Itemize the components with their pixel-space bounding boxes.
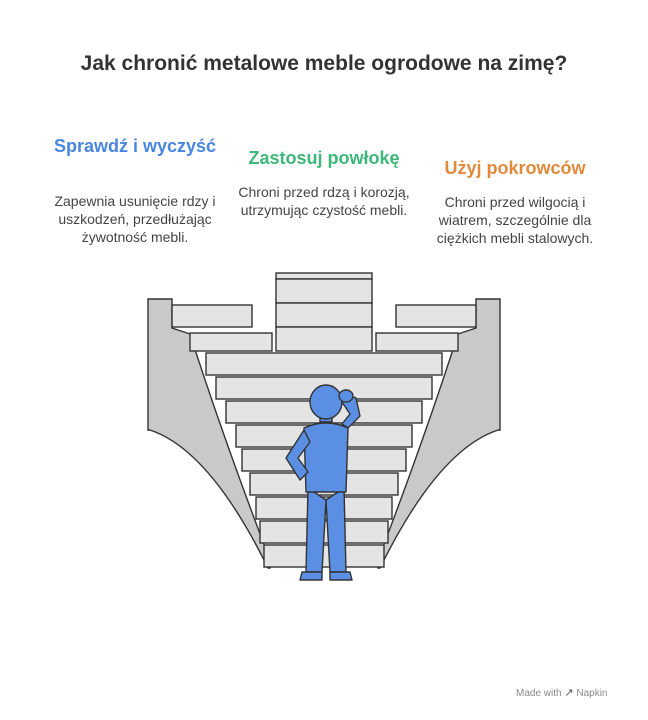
step-2-title: Zastosuj powłokę: [248, 148, 400, 168]
right-step-1: [396, 305, 476, 327]
footer-attribution: [516, 686, 608, 699]
person-left-foot: [300, 572, 322, 580]
step-3-description: Chroni przed wilgocią i wiatrem, szczególnie dla ciężkich mebli stalowych.: [436, 194, 594, 246]
center-tower-3: [276, 327, 372, 351]
center-tower-1: [276, 279, 372, 303]
person-right-foot: [330, 572, 352, 580]
person-torso: [304, 423, 348, 492]
person-head: [310, 385, 342, 419]
step-1-description: Zapewnia usunięcie rdzy i uszkodzeń, przedłużając żywotność mebli.: [54, 193, 216, 245]
person-right-leg: [326, 488, 346, 572]
napkin-logo-icon: ↗: [564, 687, 574, 699]
page-title: Jak chronić metalowe meble ogrodowe na zimę?: [80, 52, 568, 75]
stair-1: [206, 353, 442, 375]
person-left-leg: [306, 488, 326, 572]
brand-name: Napkin: [576, 688, 608, 699]
left-step-2: [190, 333, 272, 351]
right-step-2: [376, 333, 458, 351]
left-step-1: [172, 305, 252, 327]
step-2-description: Chroni przed rdzą i korozją, utrzymując czystość mebli.: [238, 184, 410, 218]
center-tower-2: [276, 303, 372, 327]
step-1-title: Sprawdź i wyczyść: [53, 136, 217, 156]
center-tower-cap: [276, 273, 372, 279]
step-3-title: Użyj pokrowców: [444, 158, 586, 178]
made-with-label: Made with: [516, 688, 562, 699]
person-hand: [339, 390, 353, 402]
